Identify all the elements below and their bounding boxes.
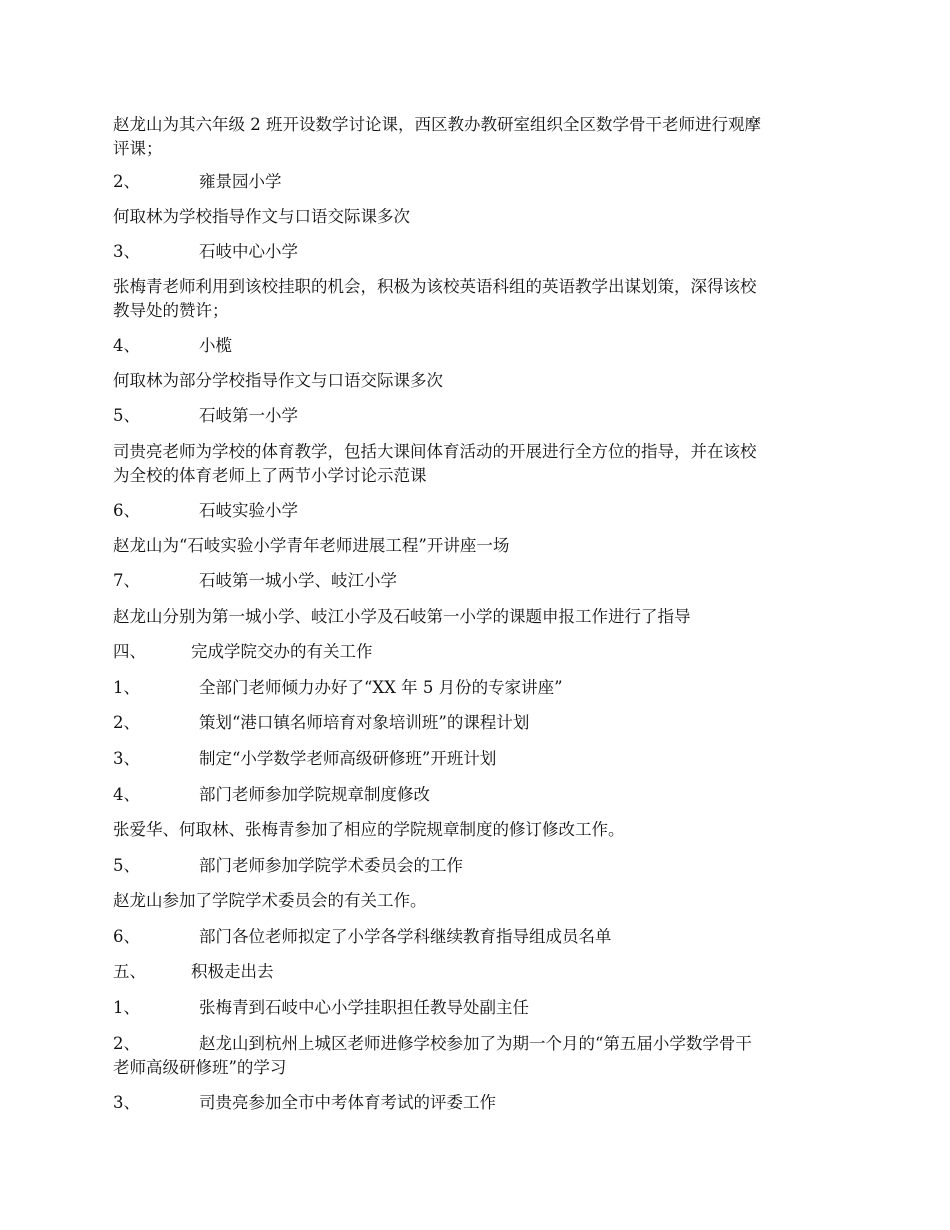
list-item-text: 部门老师参加学院规章制度修改 (199, 785, 430, 804)
section-title: 完成学院交办的有关工作 (191, 642, 373, 661)
list-item (113, 1032, 843, 1056)
list-number: 6、 (113, 927, 140, 946)
list-item (113, 1091, 843, 1115)
paragraph-line (113, 113, 843, 137)
list-item-text: 石岐中心小学 (199, 242, 298, 261)
list-item (113, 170, 843, 194)
list-item (113, 854, 843, 878)
section-heading (113, 640, 843, 664)
list-item (113, 747, 843, 771)
paragraph-line (113, 1056, 843, 1080)
list-number: 2、 (113, 713, 140, 732)
list-item (113, 569, 843, 593)
list-item-text: 张梅青到石岐中心小学挂职担任教导处副主任 (199, 998, 529, 1017)
list-number: 3、 (113, 242, 140, 261)
list-item-text: 部门各位老师拟定了小学各学科继续教育指导组成员名单 (199, 927, 612, 946)
list-item (113, 711, 843, 735)
list-number: 1、 (113, 998, 140, 1017)
list-item (113, 996, 843, 1020)
list-item (113, 783, 843, 807)
paragraph-line (113, 137, 843, 161)
line-text: 赵龙山分别为第一城小学、岐江小学及石岐第一小学的课题申报工作进行了指导 (113, 607, 691, 626)
list-item-text: 小榄 (199, 336, 232, 355)
paragraph-line (113, 299, 843, 323)
line-text: 老师高级研修班”的学习 (113, 1058, 287, 1077)
list-number: 5、 (113, 856, 140, 875)
line-text: 何取林为学校指导作文与口语交际课多次 (113, 207, 410, 226)
list-number: 3、 (113, 1093, 140, 1112)
list-item-text: 部门老师参加学院学术委员会的工作 (199, 856, 463, 875)
list-item-text: 策划“港口镇名师培育对象培训班”的课程计划 (199, 713, 530, 732)
list-item (113, 676, 843, 700)
line-text: 张梅青老师利用到该校挂职的机会，积极为该校英语科组的英语教学出谋划策，深得该校 (113, 277, 757, 296)
list-number: 2、 (113, 1034, 140, 1053)
line-text: 何取林为部分学校指导作文与口语交际课多次 (113, 371, 443, 390)
paragraph-line (113, 205, 843, 229)
paragraph-line (113, 369, 843, 393)
section-number: 四、 (113, 642, 146, 661)
paragraph-line (113, 275, 843, 299)
list-item-text: 司贵亮参加全市中考体育考试的评委工作 (199, 1093, 496, 1112)
list-item-text: 石岐实验小学 (199, 501, 298, 520)
line-text: 教导处的赞许； (113, 301, 229, 320)
list-number: 2、 (113, 172, 140, 191)
list-item (113, 404, 843, 428)
list-item-text: 全部门老师倾力办好了“XX 年 5 月份的专家讲座” (199, 678, 563, 697)
list-number: 3、 (113, 749, 140, 768)
line-text: 评课； (113, 139, 163, 158)
list-item-text: 雍景园小学 (199, 172, 282, 191)
paragraph-line (113, 818, 843, 842)
section-number: 五、 (113, 962, 146, 981)
list-item (113, 925, 843, 949)
list-number: 4、 (113, 336, 140, 355)
paragraph-line (113, 440, 843, 464)
line-text: 赵龙山为其六年级 2 班开设数学讨论课，西区教办教研室组织全区数学骨干老师进行观摩 (113, 115, 761, 134)
paragraph-line (113, 889, 843, 913)
list-number: 5、 (113, 406, 140, 425)
line-text: 司贵亮老师为学校的体育教学，包括大课间体育活动的开展进行全方位的指导，并在该校 (113, 442, 757, 461)
paragraph-line (113, 605, 843, 629)
list-item (113, 240, 843, 264)
list-number: 1、 (113, 678, 140, 697)
section-heading (113, 960, 843, 984)
line-text: 赵龙山为“石岐实验小学青年老师进展工程”开讲座一场 (113, 536, 510, 555)
paragraph-line (113, 534, 843, 558)
list-item-text: 赵龙山到杭州上城区老师进修学校参加了为期一个月的“第五届小学数学骨干 (199, 1034, 752, 1053)
list-item (113, 334, 843, 358)
line-text: 为全校的体育老师上了两节小学讨论示范课 (113, 466, 427, 485)
list-item (113, 499, 843, 523)
list-number: 7、 (113, 571, 140, 590)
list-item-text: 石岐第一城小学、岐江小学 (199, 571, 397, 590)
line-text: 张爱华、何取林、张梅青参加了相应的学院规章制度的修订修改工作。 (113, 820, 625, 839)
section-title: 积极走出去 (191, 962, 274, 981)
list-item-text: 制定“小学数学老师高级研修班”开班计划 (199, 749, 497, 768)
line-text: 赵龙山参加了学院学术委员会的有关工作。 (113, 891, 427, 910)
list-number: 6、 (113, 501, 140, 520)
list-number: 4、 (113, 785, 140, 804)
paragraph-line (113, 464, 843, 488)
list-item-text: 石岐第一小学 (199, 406, 298, 425)
